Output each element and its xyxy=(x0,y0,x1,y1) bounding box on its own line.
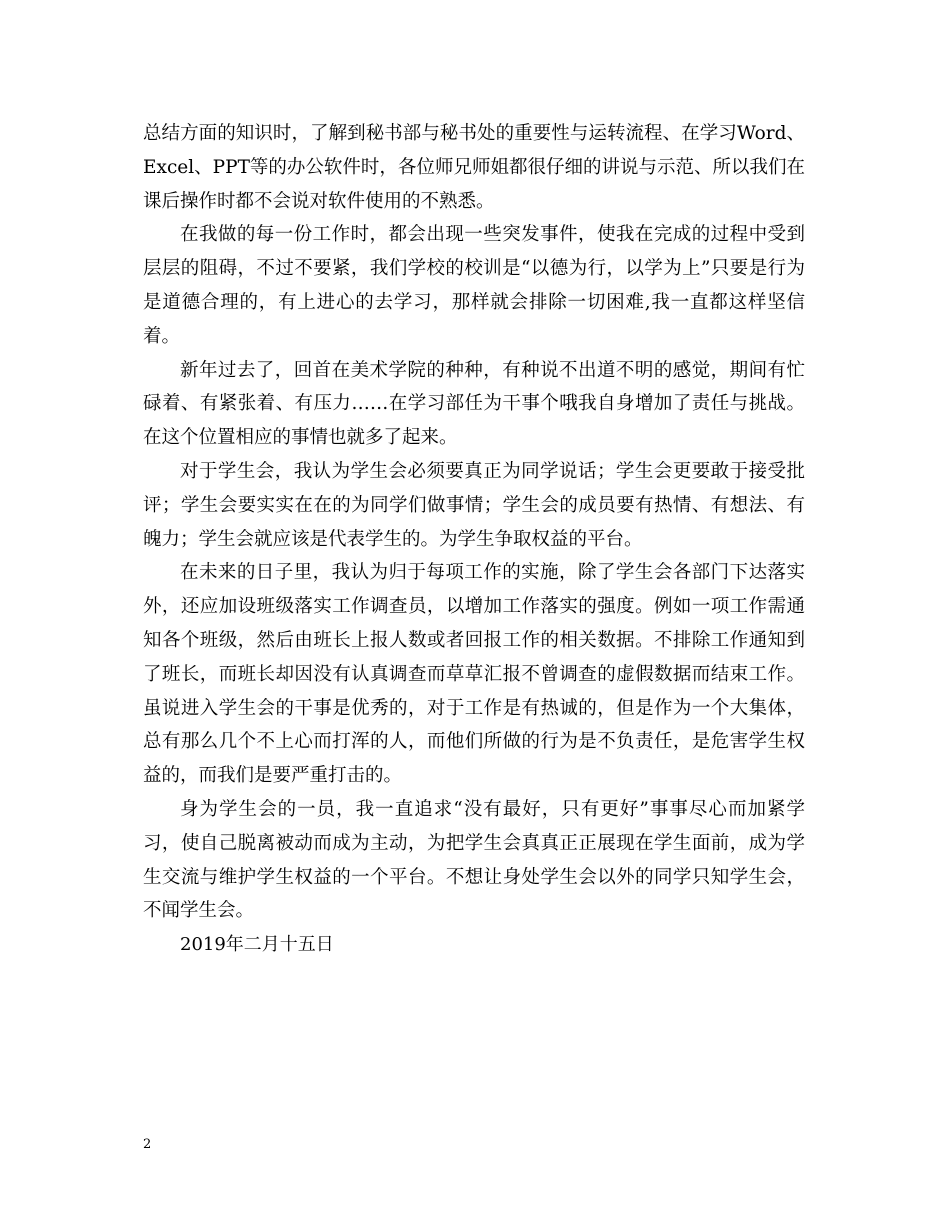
paragraph-new-year: 新年过去了，回首在美术学院的种种，有种说不出道不明的感觉，期间有忙碌着、有紧张着、有压力……在学习部任为干事个哦我自身增加了责任与挑战。在这个位置相应的事情也就多了起来。 xyxy=(143,359,805,449)
document-body xyxy=(143,117,805,962)
paragraph-student-union-view: 对于学生会，我认为学生会必须要真正为同学说话；学生会更要敢于接受批评；学生会要实实在在的为同学们做事情；学生会的成员要有热情、有想法、有魄力；学生会就应该是代表学生的。为学生争取权益的平台。 xyxy=(143,460,805,550)
paragraph-future-plan: 在未来的日子里，我认为归于每项工作的实施，除了学生会各部门下达落实外，还应加设班级落实工作调查员，以增加工作落实的强度。例如一项工作需通知各个班级，然后由班长上报人数或者回报工作的相关数据。不排除工作通知到了班长，而班长却因没有认真调查而草草汇报不曾调查的虚假数据而结束工作。虽说进入学生会的干事是优秀的，对于工作是有热诚的，但是作为一个大集体，总有那么几个不上心而打浑的人，而他们所做的行为是不负责任，是危害学生权益的，而我们是要严重打击的。 xyxy=(143,562,805,787)
document-date: 2019年二月十五日 xyxy=(180,934,334,956)
paragraph-work-obstacles: 在我做的每一份工作时，都会出现一些突发事件，使我在完成的过程中受到层层的阻碍，不过不要紧，我们学校的校训是“以德为行，以学为上”只要是行为是道德合理的，有上进心的去学习，那样就会排除一切困难,我一直都这样坚信着。 xyxy=(143,224,805,347)
page-number: 2 xyxy=(143,1137,152,1152)
paragraph-member-pursuit: 身为学生会的一员，我一直追求“没有最好，只有更好”事事尽心而加紧学习，使自己脱离被动而成为主动，为把学生会真真正正展现在学生面前，成为学生交流与维护学生权益的一个平台。不想让身处学生会以外的同学只知学生会，不闻学生会。 xyxy=(143,798,805,922)
paragraph-continued: 总结方面的知识时，了解到秘书部与秘书处的重要性与运转流程、在学习Word、Excel、PPT等的办公软件时，各位师兄师姐都很仔细的讲说与示范、所以我们在课后操作时都不会说对软件使用的不熟悉。 xyxy=(143,123,805,212)
